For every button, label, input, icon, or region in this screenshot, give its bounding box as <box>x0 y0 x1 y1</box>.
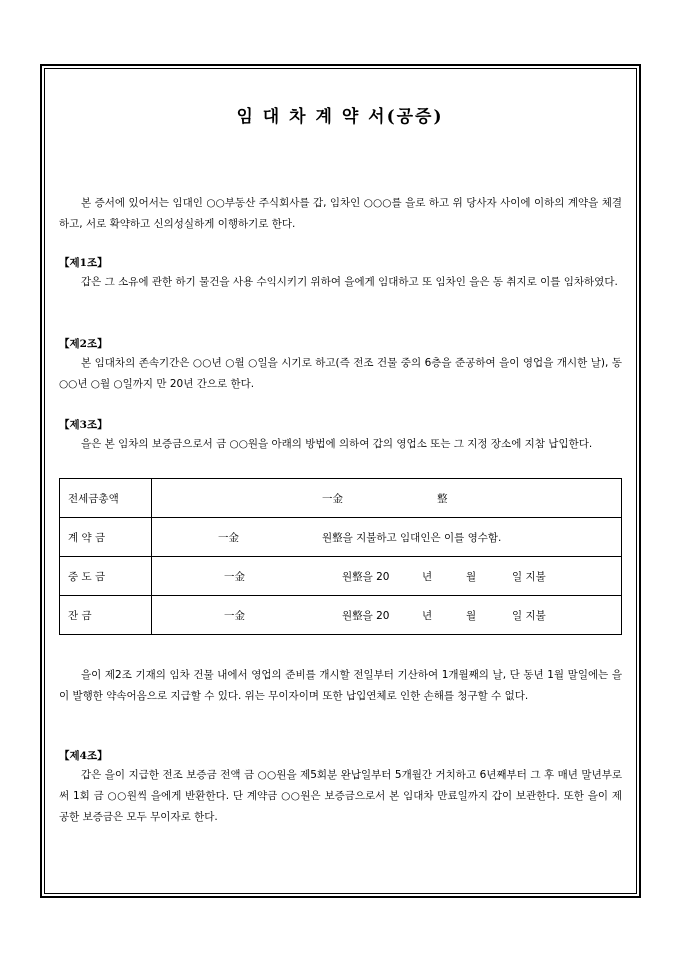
row-value <box>152 479 622 518</box>
document-title: 임 대 차 계 약 서(공증) <box>236 107 444 127</box>
article-2-body: 본 임대차의 존속기간은 ○○년 ○월 ○일을 시기로 하고(즉 전조 건물 중의 6층을 준공하여 을이 영업을 개시한 날), 동 ○○년 ○월 ○일까지 만 20년 간으로 한다. <box>59 357 622 390</box>
article-2-heading: 【제2조】 <box>59 338 108 350</box>
table-row <box>60 479 622 518</box>
article-3-heading: 【제3조】 <box>59 419 108 431</box>
amount-text: 원整을 20 <box>342 610 390 622</box>
article-1-heading: 【제1조】 <box>59 257 108 269</box>
year-label: 년 <box>422 571 433 583</box>
post-table-paragraph: 을이 제2조 기재의 임차 건물 내에서 영업의 준비를 개시할 전일부터 기산하여 1개월째의 날, 단 동년 1월 말일에는 을이 발행한 약속어음으로 지급할 수 있다. 위는 무이자이며 또한 납입연체로 인한 손해를 청구할 수 없다. <box>59 669 622 702</box>
day-label: 일 지불 <box>512 571 546 583</box>
amount-prefix: 一金 <box>218 532 239 544</box>
row-value <box>152 596 622 635</box>
intro-paragraph: 본 증서에 있어서는 임대인 ○○부동산 주식회사를 갑, 임차인 ○○○를 을로 하고 위 당사자 사이에 이하의 계약을 체결하고, 서로 확약하고 신의성실하게 이행하기로 한다. <box>59 197 622 230</box>
table-row <box>60 557 622 596</box>
payment-table <box>59 478 622 635</box>
amount-text: 원整을 지불하고 임대인은 이를 영수함. <box>322 532 502 544</box>
table-row <box>60 518 622 557</box>
article-3-body: 을은 본 임차의 보증금으로서 금 ○○원을 아래의 방법에 의하여 갑의 영업소 또는 그 지정 장소에 지참 납입한다. <box>81 438 593 450</box>
row-label: 중 도 금 <box>60 557 152 596</box>
amount-text: 원整을 20 <box>342 571 390 583</box>
month-label: 월 <box>466 571 477 583</box>
row-label: 전세금총액 <box>60 479 152 518</box>
amount-suffix: 整 <box>437 493 448 505</box>
row-value <box>152 518 622 557</box>
year-label: 년 <box>422 610 433 622</box>
amount-prefix: 一金 <box>224 610 245 622</box>
row-label: 계 약 금 <box>60 518 152 557</box>
month-label: 월 <box>466 610 477 622</box>
day-label: 일 지불 <box>512 610 546 622</box>
table-row <box>60 596 622 635</box>
article-1-body: 갑은 그 소유에 관한 하기 물건을 사용 수익시키기 위하여 을에게 임대하고 또 임차인 을은 동 취지로 이를 임차하였다. <box>81 276 618 288</box>
article-4-heading: 【제4조】 <box>59 750 108 762</box>
amount-prefix: 一金 <box>224 571 245 583</box>
article-4-body: 갑은 을이 지급한 전조 보증금 전액 금 ○○원을 제5회분 완납일부터 5개월간 거치하고 6년째부터 그 후 매년 말년부로써 1회 금 ○○원씩 을에게 반환한다. 단 계약금 ○○원은 보증금으로서 본 임대차 만료일까지 갑이 보관한다. 또한 을이 제공한 보증금은 모두 무이자로 한다. <box>59 769 622 823</box>
amount-prefix: 一金 <box>322 493 343 505</box>
row-label: 잔 금 <box>60 596 152 635</box>
row-value <box>152 557 622 596</box>
